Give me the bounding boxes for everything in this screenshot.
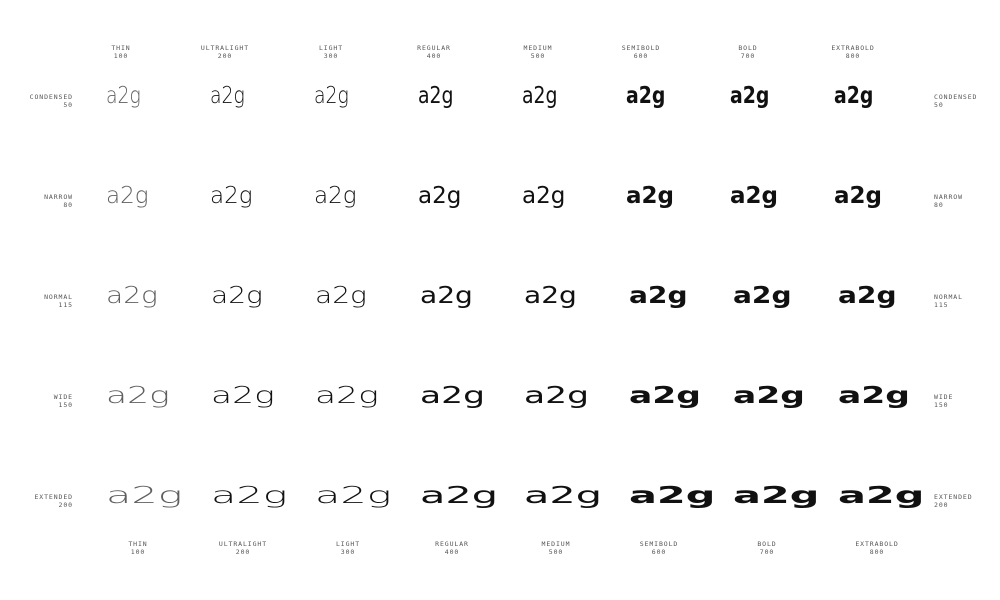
sample-narrow-thin: a2g bbox=[106, 183, 149, 209]
sample-wide-bold: a2g bbox=[733, 383, 805, 409]
weight-label-bottom-light-value: 300 bbox=[340, 548, 356, 556]
sample-normal-extrabold: a2g bbox=[837, 283, 897, 309]
weight-label-top-semibold bbox=[622, 44, 661, 60]
width-label-right-normal bbox=[934, 293, 963, 309]
width-label-right-condensed bbox=[934, 93, 977, 109]
weight-label-top-medium-value: 500 bbox=[530, 52, 546, 60]
weight-label-bottom-light bbox=[336, 540, 360, 556]
weight-label-top-ultralight-name: ULTRALIGHT bbox=[200, 44, 250, 52]
weight-label-top-thin-value: 100 bbox=[113, 52, 129, 60]
sample-condensed-light: a2g bbox=[314, 83, 349, 109]
sample-normal-thin: a2g bbox=[106, 283, 158, 309]
sample-normal-regular: a2g bbox=[419, 283, 473, 309]
width-label-right-normal-value: 115 bbox=[934, 301, 949, 309]
sample-condensed-bold: a2g bbox=[730, 83, 770, 109]
weight-label-bottom-bold-name: BOLD bbox=[757, 540, 777, 548]
width-label-left-condensed bbox=[30, 93, 73, 109]
weight-label-top-extrabold bbox=[831, 44, 874, 60]
weight-label-top-extrabold-name: EXTRABOLD bbox=[831, 44, 875, 52]
weight-label-bottom-ultralight bbox=[219, 540, 267, 556]
weight-label-bottom-semibold bbox=[640, 540, 679, 556]
sample-condensed-regular: a2g bbox=[418, 83, 454, 109]
width-label-right-wide-value: 150 bbox=[934, 401, 949, 409]
weight-label-top-thin bbox=[111, 44, 130, 60]
sample-extended-light: a2g bbox=[315, 483, 392, 509]
width-label-right-narrow-name: NARROW bbox=[934, 193, 963, 201]
sample-narrow-extrabold: a2g bbox=[834, 183, 882, 209]
weight-label-bottom-semibold-value: 600 bbox=[651, 548, 667, 556]
sample-normal-ultralight: a2g bbox=[210, 283, 263, 309]
weight-label-bottom-regular-value: 400 bbox=[444, 548, 460, 556]
weight-label-top-regular-value: 400 bbox=[426, 52, 442, 60]
sample-normal-semibold: a2g bbox=[628, 283, 688, 309]
weight-label-bottom-thin-name: THIN bbox=[128, 540, 148, 548]
weight-label-top-thin-name: THIN bbox=[111, 44, 131, 52]
weight-label-bottom-bold-value: 700 bbox=[759, 548, 775, 556]
sample-narrow-bold: a2g bbox=[730, 183, 778, 209]
width-label-right-extended bbox=[934, 493, 973, 509]
sample-normal-medium: a2g bbox=[524, 283, 577, 309]
width-label-right-condensed-value: 50 bbox=[934, 101, 944, 109]
weight-label-bottom-medium bbox=[542, 540, 571, 556]
width-label-left-wide-value: 150 bbox=[58, 401, 73, 409]
weight-label-bottom-medium-value: 500 bbox=[548, 548, 564, 556]
weight-label-bottom-regular-name: REGULAR bbox=[435, 540, 469, 548]
weight-label-bottom-ultralight-value: 200 bbox=[235, 548, 251, 556]
sample-condensed-extrabold: a2g bbox=[834, 83, 874, 109]
width-label-left-normal bbox=[44, 293, 73, 309]
weight-label-bottom-light-name: LIGHT bbox=[335, 540, 361, 548]
width-label-left-condensed-value: 50 bbox=[63, 101, 73, 109]
weight-label-top-light-value: 300 bbox=[323, 52, 339, 60]
sample-condensed-medium: a2g bbox=[522, 83, 558, 109]
sample-wide-light: a2g bbox=[315, 383, 379, 409]
weight-label-top-bold-value: 700 bbox=[740, 52, 756, 60]
sample-normal-light: a2g bbox=[315, 283, 367, 309]
sample-extended-thin: a2g bbox=[106, 483, 183, 509]
weight-label-bottom-extrabold-name: EXTRABOLD bbox=[855, 540, 899, 548]
width-label-right-extended-value: 200 bbox=[934, 501, 949, 509]
weight-label-bottom-medium-name: MEDIUM bbox=[541, 540, 571, 548]
sample-narrow-ultralight: a2g bbox=[210, 183, 253, 209]
weight-label-top-bold-name: BOLD bbox=[738, 44, 758, 52]
weight-label-top-ultralight bbox=[201, 44, 249, 60]
sample-wide-medium: a2g bbox=[524, 383, 589, 409]
width-label-left-extended-name: EXTENDED bbox=[34, 493, 73, 501]
weight-label-bottom-extrabold bbox=[855, 540, 898, 556]
sample-condensed-thin: a2g bbox=[106, 83, 141, 109]
width-label-left-normal-value: 115 bbox=[58, 301, 73, 309]
width-label-right-narrow bbox=[934, 193, 963, 209]
width-label-right-extended-name: EXTENDED bbox=[934, 493, 973, 501]
width-label-right-normal-name: NORMAL bbox=[934, 293, 963, 301]
width-label-left-normal-name: NORMAL bbox=[44, 293, 73, 301]
width-label-left-narrow-name: NARROW bbox=[44, 193, 73, 201]
weight-label-top-ultralight-value: 200 bbox=[217, 52, 233, 60]
weight-label-bottom-extrabold-value: 800 bbox=[869, 548, 885, 556]
weight-label-top-bold bbox=[738, 44, 757, 60]
weight-label-top-regular-name: REGULAR bbox=[417, 44, 451, 52]
sample-narrow-medium: a2g bbox=[522, 183, 566, 209]
weight-label-bottom-thin bbox=[128, 540, 147, 556]
width-label-right-wide bbox=[934, 393, 953, 409]
width-label-left-wide bbox=[54, 393, 73, 409]
weight-label-bottom-regular bbox=[435, 540, 469, 556]
sample-wide-semibold: a2g bbox=[628, 383, 701, 409]
sample-extended-medium: a2g bbox=[524, 483, 602, 509]
sample-condensed-ultralight: a2g bbox=[210, 83, 245, 109]
sample-wide-thin: a2g bbox=[106, 383, 170, 409]
weight-label-bottom-ultralight-name: ULTRALIGHT bbox=[218, 540, 268, 548]
sample-extended-regular: a2g bbox=[419, 483, 498, 509]
width-label-left-extended-value: 200 bbox=[58, 501, 73, 509]
width-label-right-narrow-value: 80 bbox=[934, 201, 944, 209]
weight-label-top-semibold-name: SEMIBOLD bbox=[621, 44, 661, 52]
width-label-right-wide-name: WIDE bbox=[934, 393, 954, 401]
sample-narrow-regular: a2g bbox=[418, 183, 462, 209]
sample-extended-semibold: a2g bbox=[628, 483, 715, 509]
weight-label-top-medium bbox=[524, 44, 553, 60]
weight-label-bottom-bold bbox=[757, 540, 776, 556]
sample-wide-extrabold: a2g bbox=[837, 383, 910, 409]
weight-label-top-regular bbox=[417, 44, 451, 60]
weight-label-bottom-semibold-name: SEMIBOLD bbox=[639, 540, 679, 548]
weight-label-top-light-name: LIGHT bbox=[318, 44, 344, 52]
weight-label-top-light bbox=[319, 44, 343, 60]
sample-wide-regular: a2g bbox=[419, 383, 485, 409]
width-label-left-extended bbox=[34, 493, 73, 509]
sample-normal-bold: a2g bbox=[733, 283, 792, 309]
width-label-left-wide-name: WIDE bbox=[53, 393, 73, 401]
width-label-left-narrow-value: 80 bbox=[63, 201, 73, 209]
weight-label-bottom-thin-value: 100 bbox=[130, 548, 146, 556]
weight-label-top-semibold-value: 600 bbox=[633, 52, 649, 60]
sample-narrow-semibold: a2g bbox=[626, 183, 674, 209]
sample-narrow-light: a2g bbox=[314, 183, 357, 209]
sample-extended-ultralight: a2g bbox=[210, 483, 288, 509]
sample-condensed-semibold: a2g bbox=[626, 83, 666, 109]
sample-extended-extrabold: a2g bbox=[837, 483, 924, 509]
weight-label-top-medium-name: MEDIUM bbox=[523, 44, 553, 52]
width-label-left-narrow bbox=[44, 193, 73, 209]
width-label-right-condensed-name: CONDENSED bbox=[934, 93, 978, 101]
width-label-left-condensed-name: CONDENSED bbox=[29, 93, 73, 101]
sample-wide-ultralight: a2g bbox=[210, 383, 275, 409]
sample-extended-bold: a2g bbox=[733, 483, 820, 509]
weight-label-top-extrabold-value: 800 bbox=[845, 52, 861, 60]
